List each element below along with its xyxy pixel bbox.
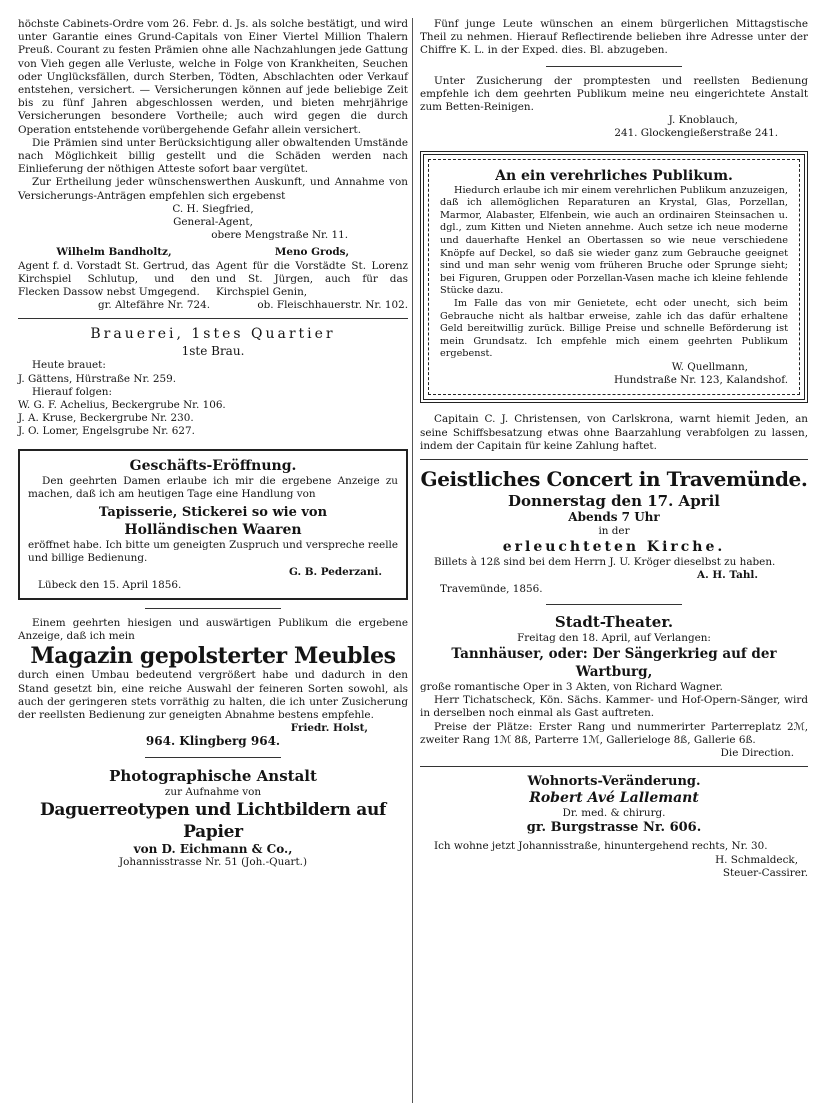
theater-ad (420, 613, 808, 760)
brewery-subtitle: 1ste Brau. (181, 344, 245, 359)
photo-by: von D. Eichmann & Co., (133, 841, 293, 856)
relocation-signature: H. Schmaldeck, (715, 853, 798, 866)
brewery-ad (18, 325, 408, 438)
relocation-title: Wohnorts-Veränderung. (527, 774, 701, 790)
shop-title: Geschäfts-Eröffnung. (129, 457, 297, 474)
agent2-name: Meno Grods, (274, 246, 350, 259)
shop-heading-2: Holländischen Waaren (124, 522, 302, 539)
agent-grods (216, 246, 408, 312)
repair-ad (420, 151, 808, 404)
concert-in: in der (598, 524, 630, 537)
theater-prices: Preise der Plätze: Erster Rang und nummerirter Parterreplatz 2ℳ, zweiter Rang 1ℳ 8ß, Parterre 1ℳ, Gallerieloge 8ß, Gallerie 6ß. (420, 720, 808, 746)
relocation-address: gr. Burgstrasse Nr. 606. (526, 820, 702, 836)
furniture-title: Magazin gepolsterter Meubles (30, 643, 396, 670)
divider (546, 66, 682, 67)
theater-play: Tannhäuser, oder: Der Sängerkrieg auf der Wartburg, (451, 645, 777, 680)
brewery-today-label: Heute brauet: (32, 359, 106, 372)
divider (420, 766, 808, 767)
bed-cleaning-ad (420, 75, 808, 141)
agent1-name: Wilhelm Bandholtz, (56, 246, 172, 259)
shop-paragraph-2: eröffnet habe. Ich bitte um geneigten Zuspruch und verspreche reelle und billige Bedienung. (28, 539, 398, 565)
agent-bandholtz (18, 246, 210, 312)
agent2-text: Agent für die Vorstädte St. Lorenz und St. Jürgen, auch für das Kirchspiel Genin, (216, 259, 408, 299)
insurance-agents (18, 246, 408, 312)
insurance-signature-address: obere Mengstraße Nr. 11. (211, 229, 348, 242)
divider (420, 459, 808, 460)
concert-signature: A. H. Tahl. (697, 569, 758, 582)
photo-address: Johannisstrasse Nr. 51 (Joh.-Quart.) (118, 855, 308, 868)
photo-title: Photographische Anstalt (109, 766, 317, 785)
repair-address: Hundstraße Nr. 123, Kalandshof. (614, 374, 788, 387)
insurance-paragraph-2: Die Prämien sind unter Berücksichtigung aller obwaltenden Umstände nach Möglichkeit billig gestellt und die Schäden werden nach Einlieferung der nöthigen Atteste sofort baar vergütet. (18, 136, 408, 176)
agent1-text: Agent f. d. Vorstadt St. Gertrud, das Kirchspiel Schlutup, und den Flecken Dassow nebst Umgegend. (18, 259, 210, 299)
relocation-degree: Dr. med. & chirurg. (562, 807, 666, 820)
insurance-paragraph-3: Zur Ertheilung jeder wünschenswerthen Auskunft, und Annahme von Versicherungs-Anträgen empfehlen sich ergebenst (18, 176, 408, 202)
brewery-item: J. A. Kruse, Beckergrube Nr. 230. (18, 412, 194, 425)
furniture-address: 964. Klingberg 964. (145, 734, 281, 749)
lunch-ad: Fünf junge Leute wünschen an einem bürgerlichen Mittagstische Theil zu nehmen. Hierauf Reflectirende belieben ihre Adresse unter der Chiffre K. L. in der Exped. dies. Bl. abzugeben. (420, 18, 808, 57)
insurance-signature-name: C. H. Siegfried, (172, 202, 254, 215)
captain-notice: Capitain C. J. Christensen, von Carlskrona, warnt hiemit Jeden, an seine Schiffsbesatzung etwas ohne Baarzahlung verabfolgen zu lassen, indem der Capitain für keine Zahlung haftet. (420, 413, 808, 452)
shop-opening-ad (18, 449, 408, 600)
furniture-signature: Friedr. Holst, (290, 722, 368, 735)
shop-paragraph-1: Den geehrten Damen erlaube ich mir die ergebene Anzeige zu machen, daß ich am heutigen Tage eine Handlung von (28, 474, 398, 500)
insurance-paragraph-1: höchste Cabinets-Ordre vom 26. Febr. d. Js. als solche bestätigt, und wird unter Garantie eines Grund-Capitals von Einer Viertel Million Thalern Preuß. Courant zu festen Prämien ohne alle Nachzahlungen jede Gattung von Vieh gegen alle Verluste, welche in Folge von Krankheiten, Seuchen oder Unglücksfällen, durch Sterben, Tödten, Abschlachten oder Verkauf entstehen, versichert. — Versicherungen können auf jede beliebige Zeit bis zu fünf Jahren abgeschlossen werden, und bieten mehrjährige Versicherungen besondere Vortheile; auch wird gegen die durch Operation entstehende vorübergehende Gefahr allein versichert. (18, 18, 408, 136)
concert-time: Abends 7 Uhr (568, 509, 660, 524)
repair-title: An ein verehrliches Publikum. (495, 167, 733, 184)
repair-paragraph-2: Im Falle das von mir Genietete, echt oder unecht, sich beim Gebrauche nicht als haltbar erweise, zahle ich das dafür erhaltene Geld bereitwillig zurück. Billige Preise und schnelle Beförderung ist mein Grundsatz. Ich empfehle mich einem geehrten Publikum ergebenst. (440, 297, 788, 360)
beds-signature: J. Knoblauch, (668, 114, 738, 127)
relocation-role: Steuer-Cassirer. (722, 866, 808, 879)
shop-date: Lübeck den 15. April 1856. (38, 578, 182, 591)
concert-date: Donnerstag den 17. April (508, 491, 720, 510)
concert-tickets: Billets à 12ß sind bei dem Herrn J. U. Kröger dieselbst zu haben. (434, 556, 776, 569)
brewery-title: Brauerei, 1stes Quartier (90, 326, 336, 343)
theater-date: Freitag den 18. April, auf Verlangen: (517, 631, 711, 644)
agent1-address: gr. Altefähre Nr. 724. (97, 299, 210, 312)
theater-guest: Herr Tichatscheck, Kön. Sächs. Kammer- und Hof-Opern-Sänger, wird in derselben noch einmal als Gast auftreten. (420, 694, 808, 720)
right-column (420, 18, 808, 880)
concert-title: Geistliches Concert in Travemünde. (420, 466, 808, 491)
column-divider (412, 18, 413, 1103)
concert-ad (420, 466, 808, 596)
theater-title: Stadt-Theater. (554, 612, 674, 631)
relocation-note: Ich wohne jetzt Johannisstraße, hinuntergehend rechts, Nr. 30. (434, 840, 768, 853)
relocation-ad (420, 773, 808, 880)
brewery-next-label: Hierauf folgen: (32, 385, 112, 398)
agent2-address: ob. Fleischhauerstr. Nr. 102. (257, 299, 408, 312)
insurance-ad (18, 18, 408, 312)
furniture-ad (18, 617, 408, 749)
repair-paragraph-1: Hiedurch erlaube ich mir einem verehrlichen Publikum anzuzeigen, daß ich allemöglichen Reparaturen an Krystal, Glas, Porzellan, Marmor, Alabaster, Elfenbein, wie auch an ordinairen Steinsachen u. dgl., zum Kitten und Nieten annehme. Auch setze ich neue moderne und dauerhafte Henkel an Obertassen so wie neue verschiedene Knöpfe auf Deckel, so daß sie wieder ganz zum Gebrauche geeignet sind und man sehr wenig vom früheren Bruche oder Sprunge sieht; bei Figuren, Gruppen oder Porzellan-Vasen mache ich kleine fehlende Stücke dazu. (440, 184, 788, 297)
repair-signature: W. Quellmann, (671, 360, 748, 373)
relocation-name: Robert Avé Lallemant (529, 790, 699, 807)
furniture-paragraph-2: durch einen Umbau bedeutend vergrößert habe und dadurch in den Stand gesetzt bin, eine reiche Auswahl der feineren Sorten sowohl, als auch der geringeren stets vorräthig zu halten, die ich unter Zusicherung der reellsten Bedienung zur geneigten Abnahme bestens empfehle. (18, 669, 408, 721)
divider (546, 604, 682, 605)
divider (145, 757, 282, 758)
beds-address: 241. Glockengießerstraße 241. (614, 127, 778, 140)
divider (145, 608, 282, 609)
photo-heading: Daguerreotypen und Lichtbildern auf Papier (39, 799, 387, 842)
brewery-today-item: J. Gättens, Hürstraße Nr. 259. (18, 372, 177, 385)
insurance-signature-role: General-Agent, (173, 216, 253, 229)
concert-place: erleuchteten Kirche. (502, 539, 726, 556)
photo-subtitle: zur Aufnahme von (164, 785, 262, 798)
left-column (18, 18, 408, 869)
shop-signature: G. B. Pederzani. (288, 565, 382, 578)
divider (18, 318, 408, 319)
brewery-item: W. G. F. Achelius, Beckergrube Nr. 106. (18, 399, 226, 412)
brewery-item: J. O. Lomer, Engelsgrube Nr. 627. (18, 425, 195, 438)
theater-description: große romantische Oper in 3 Akten, von Richard Wagner. (420, 680, 723, 693)
photo-ad (18, 766, 408, 870)
shop-heading-1: Tapisserie, Stickerei so wie von (98, 505, 328, 521)
beds-paragraph: Unter Zusicherung der promptesten und reellsten Bedienung empfehle ich dem geehrten Publikum meine neu eingerichtete Anstalt zum Betten-Reinigen. (420, 74, 808, 114)
concert-location: Travemünde, 1856. (440, 582, 543, 595)
furniture-paragraph-1: Einem geehrten hiesigen und auswärtigen Publikum die ergebene Anzeige, daß ich mein (18, 616, 408, 643)
theater-signature: Die Direction. (720, 746, 794, 759)
